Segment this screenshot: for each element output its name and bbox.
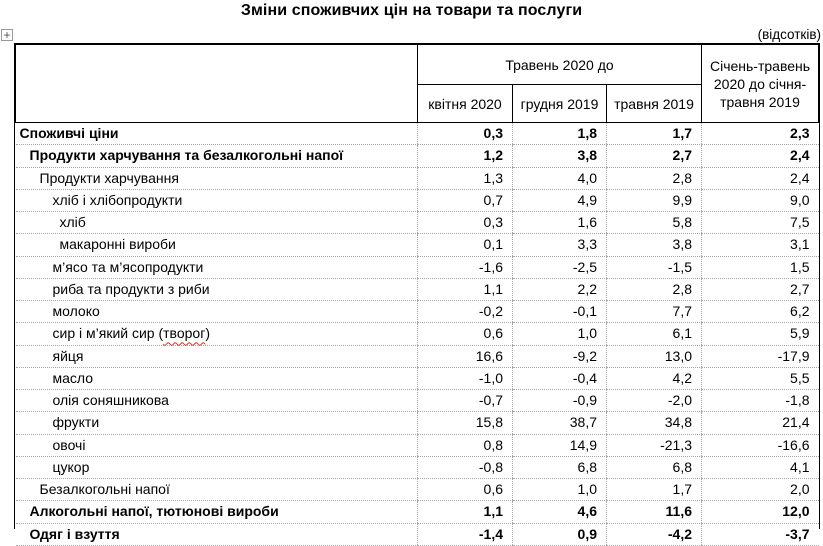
value-cell: 1,1 bbox=[418, 278, 513, 300]
value-cell: 0,3 bbox=[418, 212, 513, 234]
value-cell: 4,9 bbox=[513, 189, 607, 211]
table-move-handle-icon[interactable]: + bbox=[1, 29, 13, 41]
table-row bbox=[16, 145, 819, 167]
value-cell: 16,6 bbox=[418, 345, 513, 367]
row-label: овочі bbox=[16, 434, 418, 456]
value-cell: 4,0 bbox=[513, 167, 607, 189]
value-cell: 2,7 bbox=[607, 145, 702, 167]
value-cell: 0,7 bbox=[418, 189, 513, 211]
value-cell: 1,6 bbox=[513, 212, 607, 234]
value-cell: 6,8 bbox=[607, 456, 702, 478]
table-row bbox=[16, 523, 819, 545]
value-cell: -2,5 bbox=[513, 256, 607, 278]
header-sub-col-2: грудня 2019 bbox=[513, 85, 607, 123]
value-cell: -1,5 bbox=[607, 256, 702, 278]
value-cell: 12,0 bbox=[702, 501, 819, 523]
table-row bbox=[16, 123, 819, 145]
value-cell: 3,1 bbox=[702, 234, 819, 256]
value-cell: 1,2 bbox=[418, 145, 513, 167]
value-cell: 0,1 bbox=[418, 234, 513, 256]
value-cell: 11,6 bbox=[607, 501, 702, 523]
value-cell: 1,0 bbox=[513, 323, 607, 345]
value-cell: 1,7 bbox=[607, 479, 702, 501]
row-label: Безалкогольні напої bbox=[16, 479, 418, 501]
value-cell: 1,3 bbox=[418, 167, 513, 189]
value-cell: 2,0 bbox=[702, 479, 819, 501]
table-row bbox=[16, 434, 819, 456]
value-cell: -0,4 bbox=[513, 367, 607, 389]
value-cell: 2,4 bbox=[702, 167, 819, 189]
row-label: Алкогольні напої, тютюнові вироби bbox=[16, 501, 418, 523]
value-cell: 2,3 bbox=[702, 123, 819, 145]
value-cell: 1,7 bbox=[607, 123, 702, 145]
value-cell: 14,9 bbox=[513, 434, 607, 456]
units-note: (відсотків) bbox=[757, 27, 821, 42]
value-cell: -16,6 bbox=[702, 434, 819, 456]
row-label: риба та продукти з риби bbox=[16, 278, 418, 300]
page-title: Зміни споживчих цін на товари та послуги bbox=[240, 2, 583, 19]
row-label: молоко bbox=[16, 301, 418, 323]
row-label bbox=[16, 323, 418, 345]
value-cell: 3,8 bbox=[513, 145, 607, 167]
value-cell: 0,8 bbox=[418, 434, 513, 456]
value-cell: 15,8 bbox=[418, 412, 513, 434]
header-sub-col-3: травня 2019 bbox=[607, 85, 702, 123]
row-label-text: ) bbox=[205, 325, 210, 342]
value-cell: 38,7 bbox=[513, 412, 607, 434]
value-cell: 1,0 bbox=[513, 479, 607, 501]
value-cell: 5,9 bbox=[702, 323, 819, 345]
value-cell: -0,1 bbox=[513, 301, 607, 323]
table-row bbox=[16, 367, 819, 389]
value-cell: 4,6 bbox=[513, 501, 607, 523]
table-row bbox=[16, 189, 819, 211]
value-cell: 1,1 bbox=[418, 501, 513, 523]
table-row bbox=[16, 501, 819, 523]
value-cell: 6,1 bbox=[607, 323, 702, 345]
price-table bbox=[15, 44, 819, 546]
header-last-column: Січень-травень 2020 до січня-травня 2019 bbox=[702, 45, 819, 123]
row-label: хліб bbox=[16, 212, 418, 234]
value-cell: 2,4 bbox=[702, 145, 819, 167]
value-cell: 1,8 bbox=[513, 123, 607, 145]
table-header bbox=[16, 45, 819, 123]
table-row bbox=[16, 234, 819, 256]
value-cell: 21,4 bbox=[702, 412, 819, 434]
value-cell: -0,9 bbox=[513, 390, 607, 412]
value-cell: -17,9 bbox=[702, 345, 819, 367]
price-table-container bbox=[14, 43, 820, 542]
row-label-text: сир і м’який сир ( bbox=[52, 325, 164, 342]
table-row bbox=[16, 301, 819, 323]
value-cell: 2,7 bbox=[702, 278, 819, 300]
value-cell: -21,3 bbox=[607, 434, 702, 456]
value-cell: 5,5 bbox=[702, 367, 819, 389]
value-cell: -0,7 bbox=[418, 390, 513, 412]
value-cell: -1,6 bbox=[418, 256, 513, 278]
value-cell: 13,0 bbox=[607, 345, 702, 367]
value-cell: 3,3 bbox=[513, 234, 607, 256]
header-corner-cell bbox=[16, 45, 418, 123]
row-label: Продукти харчування bbox=[16, 167, 418, 189]
header-sub-col-1: квітня 2020 bbox=[418, 85, 513, 123]
table-row bbox=[16, 345, 819, 367]
header-group-label: Травень 2020 до bbox=[418, 45, 702, 85]
table-row bbox=[16, 456, 819, 478]
row-label: Одяг і взуття bbox=[16, 523, 418, 545]
value-cell: 9,9 bbox=[607, 189, 702, 211]
value-cell: 9,0 bbox=[702, 189, 819, 211]
value-cell: -0,2 bbox=[418, 301, 513, 323]
value-cell: 4,2 bbox=[607, 367, 702, 389]
value-cell: 6,2 bbox=[702, 301, 819, 323]
row-label: яйця bbox=[16, 345, 418, 367]
value-cell: 6,8 bbox=[513, 456, 607, 478]
value-cell: 7,5 bbox=[702, 212, 819, 234]
row-label: олія соняшникова bbox=[16, 390, 418, 412]
value-cell: 2,8 bbox=[607, 278, 702, 300]
row-label: макаронні вироби bbox=[16, 234, 418, 256]
value-cell: 4,1 bbox=[702, 456, 819, 478]
table-row bbox=[16, 412, 819, 434]
value-cell: 5,8 bbox=[607, 212, 702, 234]
row-label: хліб і хлібопродукти bbox=[16, 189, 418, 211]
value-cell: -1,4 bbox=[418, 523, 513, 545]
value-cell: 3,8 bbox=[607, 234, 702, 256]
value-cell: 7,7 bbox=[607, 301, 702, 323]
table-row bbox=[16, 212, 819, 234]
row-label: Продукти харчування та безалкогольні напої bbox=[16, 145, 418, 167]
value-cell: -0,8 bbox=[418, 456, 513, 478]
table-row bbox=[16, 479, 819, 501]
value-cell: 0,3 bbox=[418, 123, 513, 145]
table-row bbox=[16, 278, 819, 300]
value-cell: -1,0 bbox=[418, 367, 513, 389]
row-label: фрукти bbox=[16, 412, 418, 434]
value-cell: -3,7 bbox=[702, 523, 819, 545]
table-row bbox=[16, 167, 819, 189]
header-row-group bbox=[16, 45, 819, 85]
row-label: цукор bbox=[16, 456, 418, 478]
value-cell: 34,8 bbox=[607, 412, 702, 434]
value-cell: 1,5 bbox=[702, 256, 819, 278]
value-cell: 2,2 bbox=[513, 278, 607, 300]
table-body bbox=[16, 123, 819, 546]
value-cell: -9,2 bbox=[513, 345, 607, 367]
row-label: Споживчі ціни bbox=[16, 123, 418, 145]
value-cell: 2,8 bbox=[607, 167, 702, 189]
value-cell: 0,6 bbox=[418, 479, 513, 501]
table-row bbox=[16, 256, 819, 278]
misspelled-word: творог bbox=[163, 325, 206, 342]
table-row bbox=[16, 390, 819, 412]
value-cell: -2,0 bbox=[607, 390, 702, 412]
value-cell: 0,9 bbox=[513, 523, 607, 545]
row-label: масло bbox=[16, 367, 418, 389]
row-label: м’ясо та м’ясопродукти bbox=[16, 256, 418, 278]
value-cell: 0,6 bbox=[418, 323, 513, 345]
value-cell: -4,2 bbox=[607, 523, 702, 545]
table-row bbox=[16, 323, 819, 345]
value-cell: -1,8 bbox=[702, 390, 819, 412]
